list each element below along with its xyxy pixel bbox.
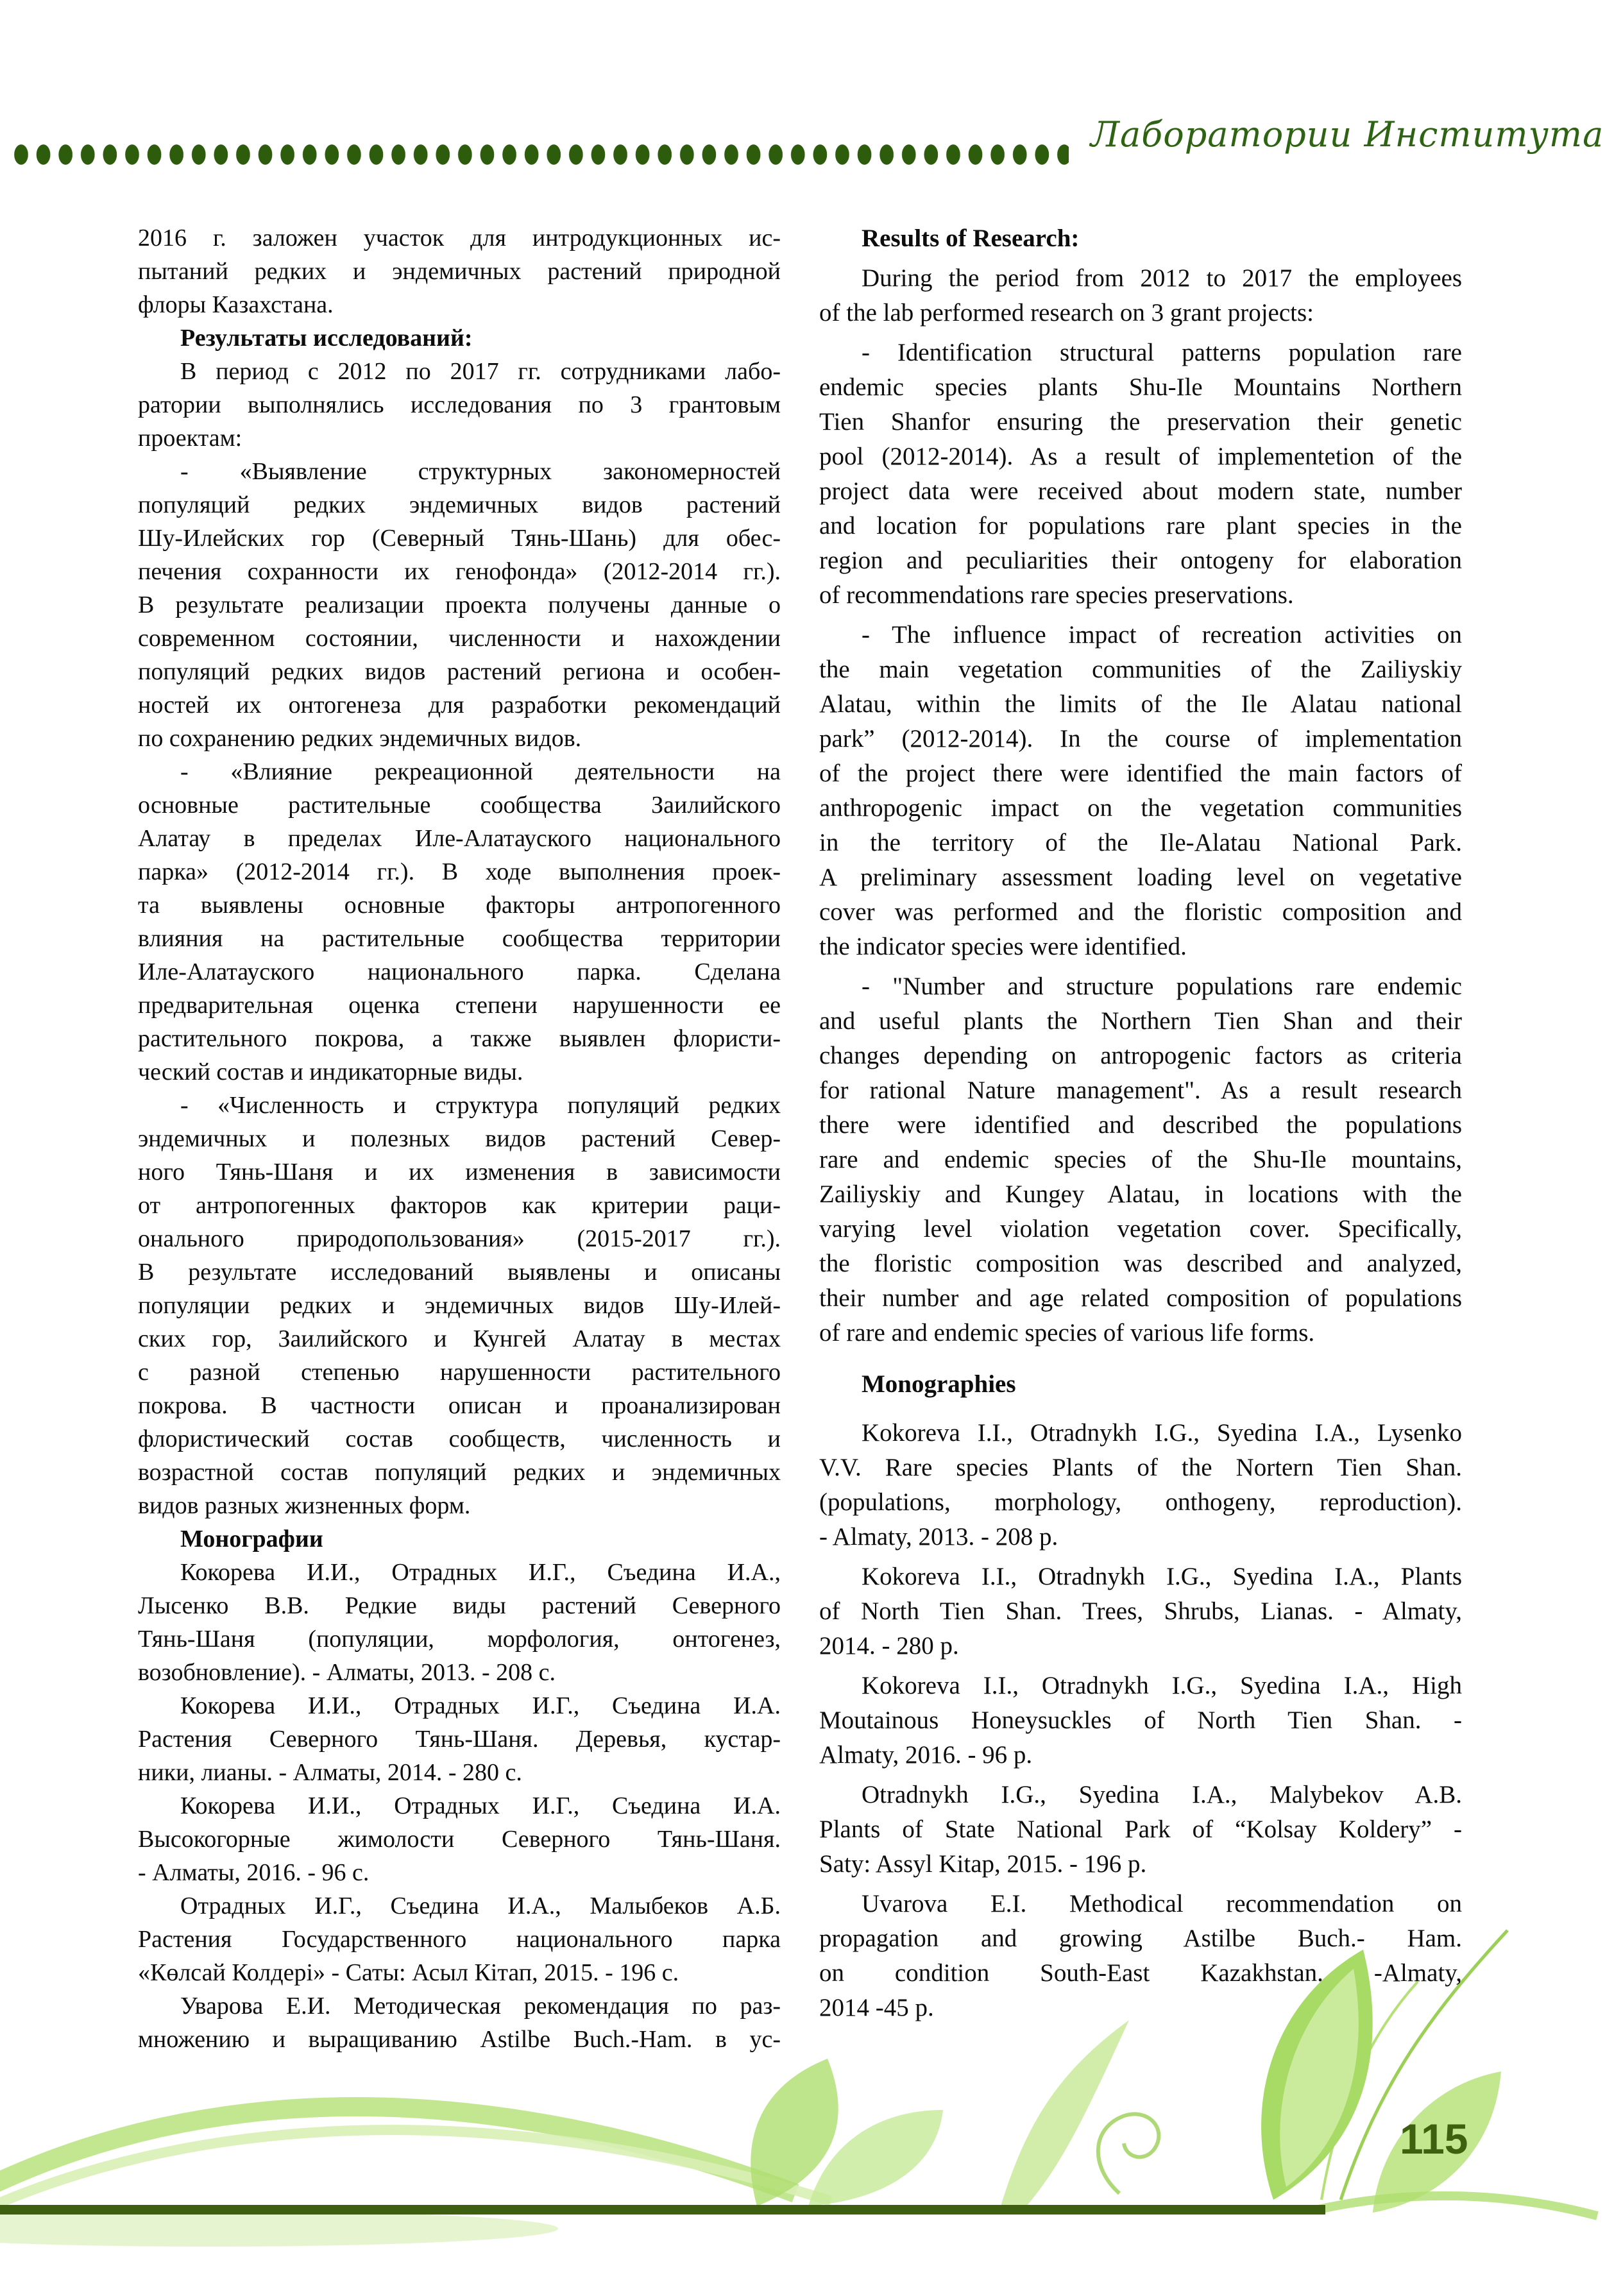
text-line: Otradnykh I.G., Syedina I.A., Malybekov A.B. [862,1781,1462,1808]
text-line: - «Влияние рекреационной деятельности на [180,758,781,785]
text-line: ских гор, Заилийского и Кунгей Алатау в местах [138,1325,781,1352]
paragraph [819,1778,1462,1882]
text-line: В результате исследований выявлены и описаны [138,1259,781,1286]
text-line: - Алматы, 2016. - 96 с. [138,1859,370,1886]
paragraph [138,755,781,1089]
text-line: ратории выполнялись исследования по 3 грантовым [138,391,781,418]
text-line: Уварова Е.И. Методическая рекомендация по раз- [180,1993,781,2020]
paragraph [138,455,781,755]
text-line: and useful plants the Northern Tien Shan and their [819,1007,1462,1035]
text-line: Tien Shanfor ensuring the preservation their genetic [819,408,1462,436]
right-column [819,221,1462,2030]
text-line: region and peculiarities their ontogeny for elaboration [819,547,1462,574]
text-line: 2014. - 280 p. [819,1632,959,1660]
paragraph [819,261,1462,330]
paragraph [138,355,781,455]
text-line: Кокорева И.И., Отрадных И.Г., Съедина И.А. [180,1692,781,1719]
text-line: Отрадных И.Г., Съедина И.А., Малыбеков А.Б. [180,1892,781,1919]
section-heading [138,321,781,355]
text-line: «Көлсай Колдері» - Саты: Асыл Кітап, 2015. - 196 с. [138,1959,679,1986]
text-line: Монографии [180,1526,323,1552]
text-line: - Identification structural patterns population rare [862,339,1462,366]
text-line: A preliminary assessment loading level on vegetative [819,863,1462,891]
text-line: пытаний редких и эндемичных растений природной [138,258,781,285]
text-line: - «Выявление структурных закономерностей [180,458,781,485]
text-line: флористический состав сообществ, численность и [138,1425,781,1452]
text-line: cover was performed and the floristic composition and [819,898,1462,926]
paragraph [819,1669,1462,1773]
paragraph [819,1416,1462,1554]
text-line: and location for populations rare plant species in the [819,512,1462,540]
text-line: park” (2012-2014). In the course of implementation [819,725,1462,753]
text-line: по сохранению редких эндемичных видов. [138,725,582,752]
text-line: propagation and growing Astilbe Buch.- Ham. [819,1925,1462,1952]
text-line: of North Tien Shan. Trees, Shrubs, Lianas. - Almaty, [819,1597,1462,1625]
paragraph [138,1089,781,1522]
text-line: pool (2012-2014). As a result of implementetion of the [819,443,1462,470]
section-heading [819,221,1462,256]
text-line: Almaty, 2016. - 96 p. [819,1741,1033,1769]
tendril-curl [1098,2114,1159,2193]
text-line: - The influence impact of recreation activities on [862,621,1462,649]
text-line: от антропогенных факторов как критерии раци- [138,1192,781,1219]
text-line: предварительная оценка степени нарушенности ее [138,992,781,1019]
text-line: ники, лианы. - Алматы, 2014. - 280 с. [138,1759,522,1786]
text-line: В результате реализации проекта получены данные о [138,591,781,618]
text-line: популяций редких эндемичных видов растений [138,491,781,518]
text-line: влияния на растительные сообщества территории [138,925,781,952]
text-line: Растения Государственного национального парка [138,1926,781,1953]
text-line: 2016 г. заложен участок для интродукционных ис- [138,225,781,251]
text-line: Kokoreva I.I., Otradnykh I.G., Syedina I.A., High [862,1672,1462,1699]
text-line: печения сохранности их генофонда» (2012-2014 гг.). [138,558,781,585]
text-line: возобновление). - Алматы, 2013. - 208 с. [138,1659,556,1686]
text-line: Высокогорные жимолости Северного Тянь-Шаня. [138,1826,781,1853]
grass-blade [1001,2020,1129,2206]
text-line: anthropogenic impact on the vegetation communities [819,794,1462,822]
paragraph [138,1689,781,1789]
text-line: - «Численность и структура популяций редких [180,1092,781,1119]
text-line: During the period from 2012 to 2017 the employees [862,264,1462,292]
text-line: for rational Nature management". As a result research [819,1076,1462,1104]
page-number: 115 [1400,2115,1468,2163]
text-line: of rare and endemic species of various life forms. [819,1319,1315,1347]
paragraph [819,1560,1462,1663]
text-line: эндемичных и полезных видов растений Север- [138,1125,781,1152]
text-line: Saty: Assyl Kitap, 2015. - 196 p. [819,1850,1147,1878]
paragraph [138,1889,781,1989]
text-line: in the territory of the Ile-Alatau National Park. [819,829,1462,856]
text-line: та выявлены основные факторы антропогенного [138,892,781,919]
footer-glow [0,2211,558,2247]
text-line: Лысенко В.В. Редкие виды растений Северного [138,1592,781,1619]
text-line: V.V. Rare species Plants of the Nortern Tien Shan. [819,1454,1462,1481]
text-line: ческий состав и индикаторные виды. [138,1059,523,1085]
text-line: онального природопользования» (2015-2017 гг.). [138,1225,781,1252]
text-line: Kokoreva I.I., Otradnykh I.G., Syedina I.A., Lysenko [862,1419,1462,1447]
text-line: Кокорева И.И., Отрадных И.Г., Съедина И.А., [180,1559,781,1586]
text-line: Kokoreva I.I., Otradnykh I.G., Syedina I.A., Plants [862,1563,1462,1590]
text-line: основные растительные сообщества Заилийского [138,792,781,819]
text-line: Zailiyskiy and Kungey Alatau, in locations with the [819,1180,1462,1208]
paragraph [138,1556,781,1689]
text-line: современном состоянии, численности и нахождении [138,625,781,652]
text-line: ного Тянь-Шаня и их изменения в зависимости [138,1159,781,1186]
text-line: their number and age related composition of populations [819,1284,1462,1312]
paragraph [819,1887,1462,2025]
text-line: Plants of State National Park of “Kolsay Koldery” - [819,1816,1462,1843]
text-line: - Almaty, 2013. - 208 p. [819,1523,1058,1551]
text-line: there were identified and described the populations [819,1111,1462,1139]
text-line: the floristic composition was described and analyzed, [819,1250,1462,1277]
text-line: флоры Казахстана. [138,291,334,318]
text-line: популяций редких видов растений региона и особен- [138,658,781,685]
text-line: 2014 -45 p. [819,1994,934,2021]
text-line: - "Number and structure populations rare endemic [862,973,1462,1000]
left-column [138,221,781,2056]
swoosh-curve [0,2107,795,2193]
swoosh-right-streak [1318,2196,1597,2216]
text-line: rare and endemic species of the Shu-Ile mountains, [819,1146,1462,1173]
text-line: changes depending on antropogenic factors as criteria [819,1042,1462,1069]
header-dot-divider [10,144,1069,166]
footer-bar [0,2205,1325,2215]
text-line: Alatau, within the limits of the Ile Alatau national [819,690,1462,718]
text-line: множению и выращиванию Astilbe Buch.-Ham. в ус- [138,2026,781,2053]
paragraph [138,221,781,321]
text-line: the main vegetation communities of the Zailiyskiy [819,656,1462,683]
paragraph [819,618,1462,964]
section-heading [819,1367,1462,1402]
text-line: растительного покрова, а также выявлен флористи- [138,1025,781,1052]
text-line: Результаты исследований: [180,325,473,352]
journal-section-title: Лаборатории Института [1091,114,1604,155]
text-line: Иле-Алатауского национального парка. Сделана [138,958,781,985]
text-line: с разной степенью нарушенности растительного [138,1359,781,1386]
text-line: Алатау в пределах Иле-Алатауского национального [138,825,781,852]
text-line: покрова. В частности описан и проанализирован [138,1392,781,1419]
text-line: ностей их онтогенеза для разработки рекомендаций [138,692,781,719]
text-line: on condition South-East Kazakhstan. -Almaty, [819,1959,1462,1987]
text-line: парка» (2012-2014 гг.). В ходе выполнения проек- [138,858,781,885]
text-line: Шу-Илейских гор (Северный Тянь-Шань) для обес- [138,525,781,552]
text-line: Тянь-Шаня (популяции, морфология, онтогенез, [138,1626,781,1653]
text-line: the indicator species were identified. [819,933,1187,960]
text-line: видов разных жизненных форм. [138,1492,471,1519]
text-line: Monographies [862,1370,1016,1398]
text-line: Uvarova E.I. Methodical recommendation on [862,1890,1462,1918]
text-line: Растения Северного Тянь-Шаня. Деревья, кустар- [138,1726,781,1753]
section-heading [138,1522,781,1556]
text-line: of the project there were identified the main factors of [819,760,1462,787]
text-line: популяции редких и эндемичных видов Шу-Илей- [138,1292,781,1319]
text-line: В период с 2012 по 2017 гг. сотрудниками лабо- [180,358,781,385]
text-line: varying level violation vegetation cover. Specifically, [819,1215,1462,1243]
paragraph [819,969,1462,1350]
paragraph [138,1989,781,2056]
text-line: of recommendations rare species preservations. [819,581,1294,609]
text-line: of the lab performed research on 3 grant projects: [819,299,1314,327]
text-line: Кокорева И.И., Отрадных И.Г., Съедина И.А. [180,1792,781,1819]
text-line: Moutainous Honeysuckles of North Tien Shan. - [819,1706,1462,1734]
text-line: (populations, morphology, onthogeny, reproduction). [819,1488,1462,1516]
paragraph [819,336,1462,613]
text-line: возрастной состав популяций редких и эндемичных [138,1459,781,1486]
text-line: project data were received about modern state, number [819,477,1462,505]
text-line: Results of Research: [862,225,1080,252]
text-line: проектам: [138,425,242,452]
paragraph [138,1789,781,1889]
text-line: endemic species plants Shu-Ile Mountains Northern [819,373,1462,401]
